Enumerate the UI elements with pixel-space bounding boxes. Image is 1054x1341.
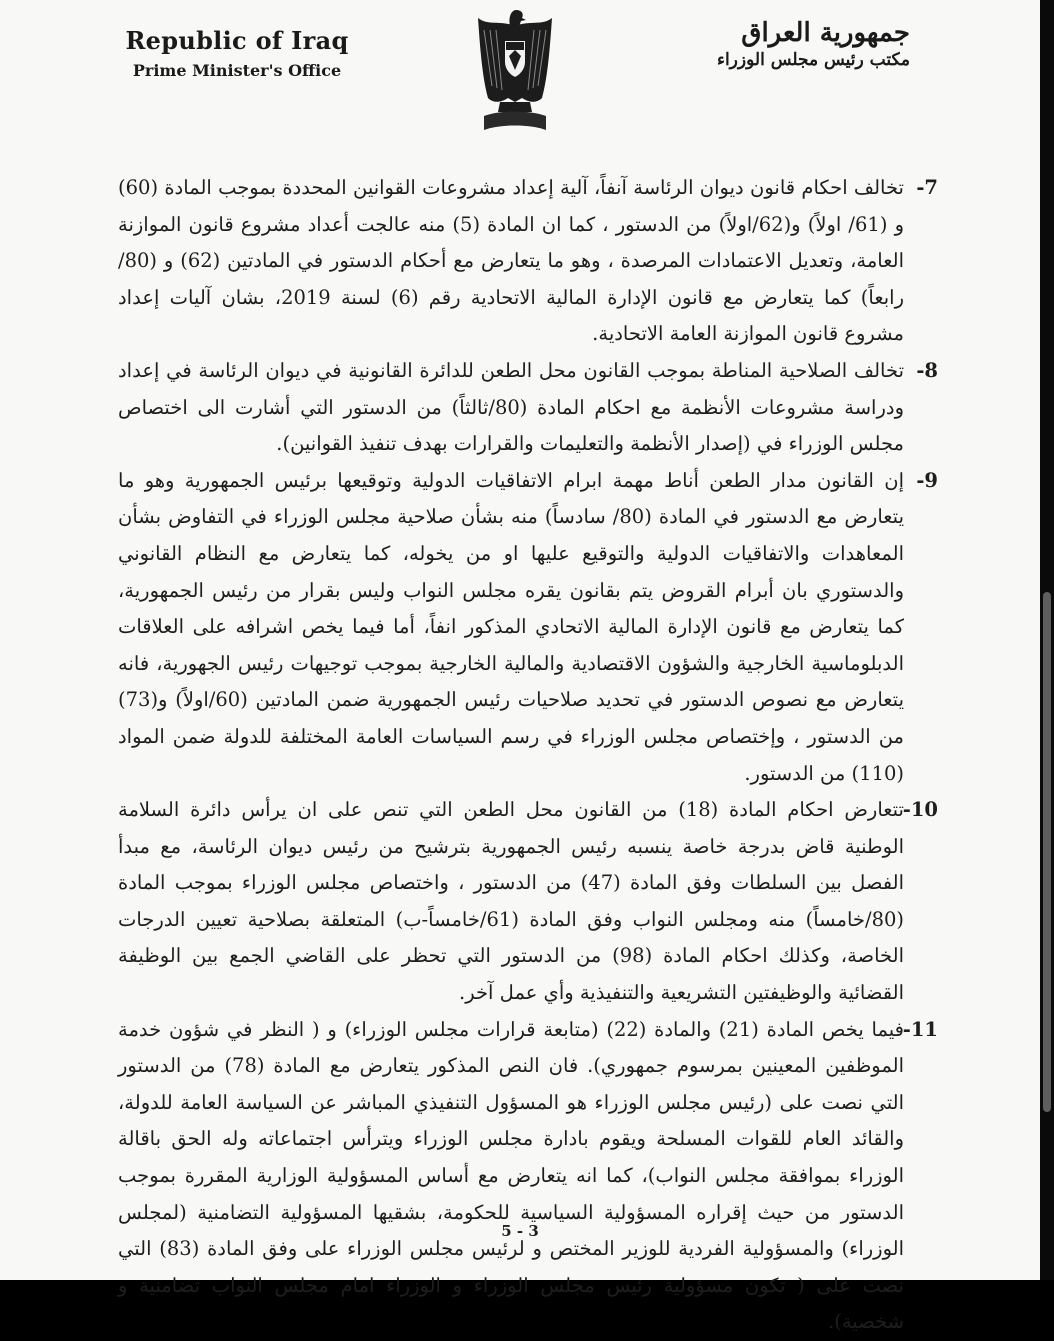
scrollbar-thumb[interactable] [1043, 592, 1051, 1112]
item-number: -8 [916, 358, 938, 382]
item-number: -9 [916, 468, 938, 492]
list-item [118, 1012, 938, 1341]
item-text: فيما يخص المادة (21) والمادة (22) (متابعة قرارات مجلس الوزراء) و ( النظر في شؤون خدمة الموظفين المعينين بمرسوم جمهوري). فان النص المذكور يتعارض مع المادة (78) من الدستور التي نصت على (رئيس مجلس الوزراء هو المسؤول التنفيذي المباشر عن السياسة العامة للدولة، والقائد العام للقوات المسلحة ويقوم بادارة مجلس الوزراء ويترأس اجتماعاته وله الحق باقالة الوزراء بموافقة مجلس النواب)، كما انه يتعارض مع أساس المسؤولية الوزارية المقررة بموجب الدستور من حيث إقراره المسؤولية السياسية للحكومة، بشقيها المسؤولية التضامنية (لمجلس الوزراء) والمسؤولية الفردية للوزير المختص و لرئيس مجلس الوزراء على وفق المادة (83) التي نصت على ( تكون مسؤولية رئيس مجلس الوزراء و الوزراء امام مجلس النواب تضامنية و شخصية). [118, 1017, 905, 1334]
item-text: إن القانون مدار الطعن أناط مهمة ابرام الاتفاقيات الدولية وتوقيعها برئيس الجمهورية وهو ما يتعارض مع الدستور في المادة (80/ سادساً) منه بشأن صلاحية مجلس الوزراء في التفاوض بشأن المعاهدات والاتفاقيات الدولية والتوقيع عليها او من يخوله، كما يتعارض مع النظام القانوني والدستوري بان أبرام القروض يتم بقانون يقره مجلس النواب وليس بقرار من رئيس الجمهورية، كما يتعارض مع قانون الإدارة المالية الاتحادي المذكور انفاً، أما فيما يخص اشرافه على العلاقات الدبلوماسية الخارجية والشؤون الاقتصادية والمالية الخارجية بموجب توجيهات رئيس الجهورية، فانه يتعارض مع نصوص الدستور في تحديد صلاحيات رئيس الجمهورية ضمن المادتين (60/اولاً) و(73) من الدستور ، وإختصاص مجلس الوزراء في رسم السياسات العامة المختلفة للدولة ضمن المواد (110) من الدستور. [118, 468, 904, 785]
item-number: -7 [916, 176, 938, 199]
list-item [118, 353, 938, 463]
item-text: تخالف الصلاحية المناطة بموجب القانون محل الطعن للدائرة القانونية في ديوان الرئاسة في إعداد ودراسة مشروعات الأنظمة مع احكام المادة (80/ثالثاً) من الدستور التي أشارت الى اختصاص مجلس الوزراء في (إصدار الأنظمة والتعليمات والقرارات بهدف تنفيذ القوانين). [118, 358, 905, 456]
header-en-title: Republic of Iraq [125, 26, 349, 55]
header-ar-title: جمهورية العراق [741, 18, 910, 48]
item-text: تخالف احكام قانون ديوان الرئاسة آنفاً، آلية إعداد مشروعات القوانين المحددة بموجب المادة (60) و (61/ اولاً) و(62/اولاً) من الدستور ، كما ان المادة (5) منه عالجت أعداد مشروع قانون الموازنة العامة، وتعديل الاعتمادات المرصدة ، وهو ما يتعارض مع أحكام الدستور في المادتين (62) و (80/رابعاً) كما يتعارض مع قانون الإدارة المالية الاتحادية رقم (6) لسنة 2019، بشان آليات إعداد مشروع قانون الموازنة العامة الاتحادية. [118, 176, 905, 346]
item-number: -10 [902, 798, 938, 822]
page-number: 5 - 3 [501, 1222, 539, 1240]
iraq-eagle-emblem-icon [470, 6, 560, 134]
header-ar-subtitle: مكتب رئيس مجلس الوزراء [716, 50, 910, 70]
item-number: -11 [902, 1017, 938, 1041]
vertical-scrollbar[interactable] [1040, 0, 1054, 1280]
header-english [112, 26, 362, 80]
list-item [118, 792, 938, 1012]
header-en-subtitle: Prime Minister's Office [132, 61, 342, 80]
header-arabic [650, 18, 910, 70]
item-text: تتعارض احكام المادة (18) من القانون محل الطعن التي تنص على ان يرأس دائرة السلامة الوطنية قاض بدرجة خاصة ينسبه رئيس الجمهورية بترشيح من رئيس ديوان الرئاسة، مع مبدأ الفصل بين السلطات وفق المادة (47) من الدستور ، واختصاص مجلس الوزراء بموجب المادة (80/خامساً) منه ومجلس النواب وفق المادة (61/خامساً-ب) المتعلقة بصلاحية تعيين الدرجات الخاصة، وكذلك احكام المادة (98) من الدستور التي تحظر على القاضي الجمع بين الوظيفة القضائية والوظيفتين التشريعية والتنفيذية وأي عمل آخر. [118, 798, 905, 1005]
document-body [118, 170, 938, 1341]
list-item [118, 170, 938, 353]
list-item [118, 463, 938, 792]
